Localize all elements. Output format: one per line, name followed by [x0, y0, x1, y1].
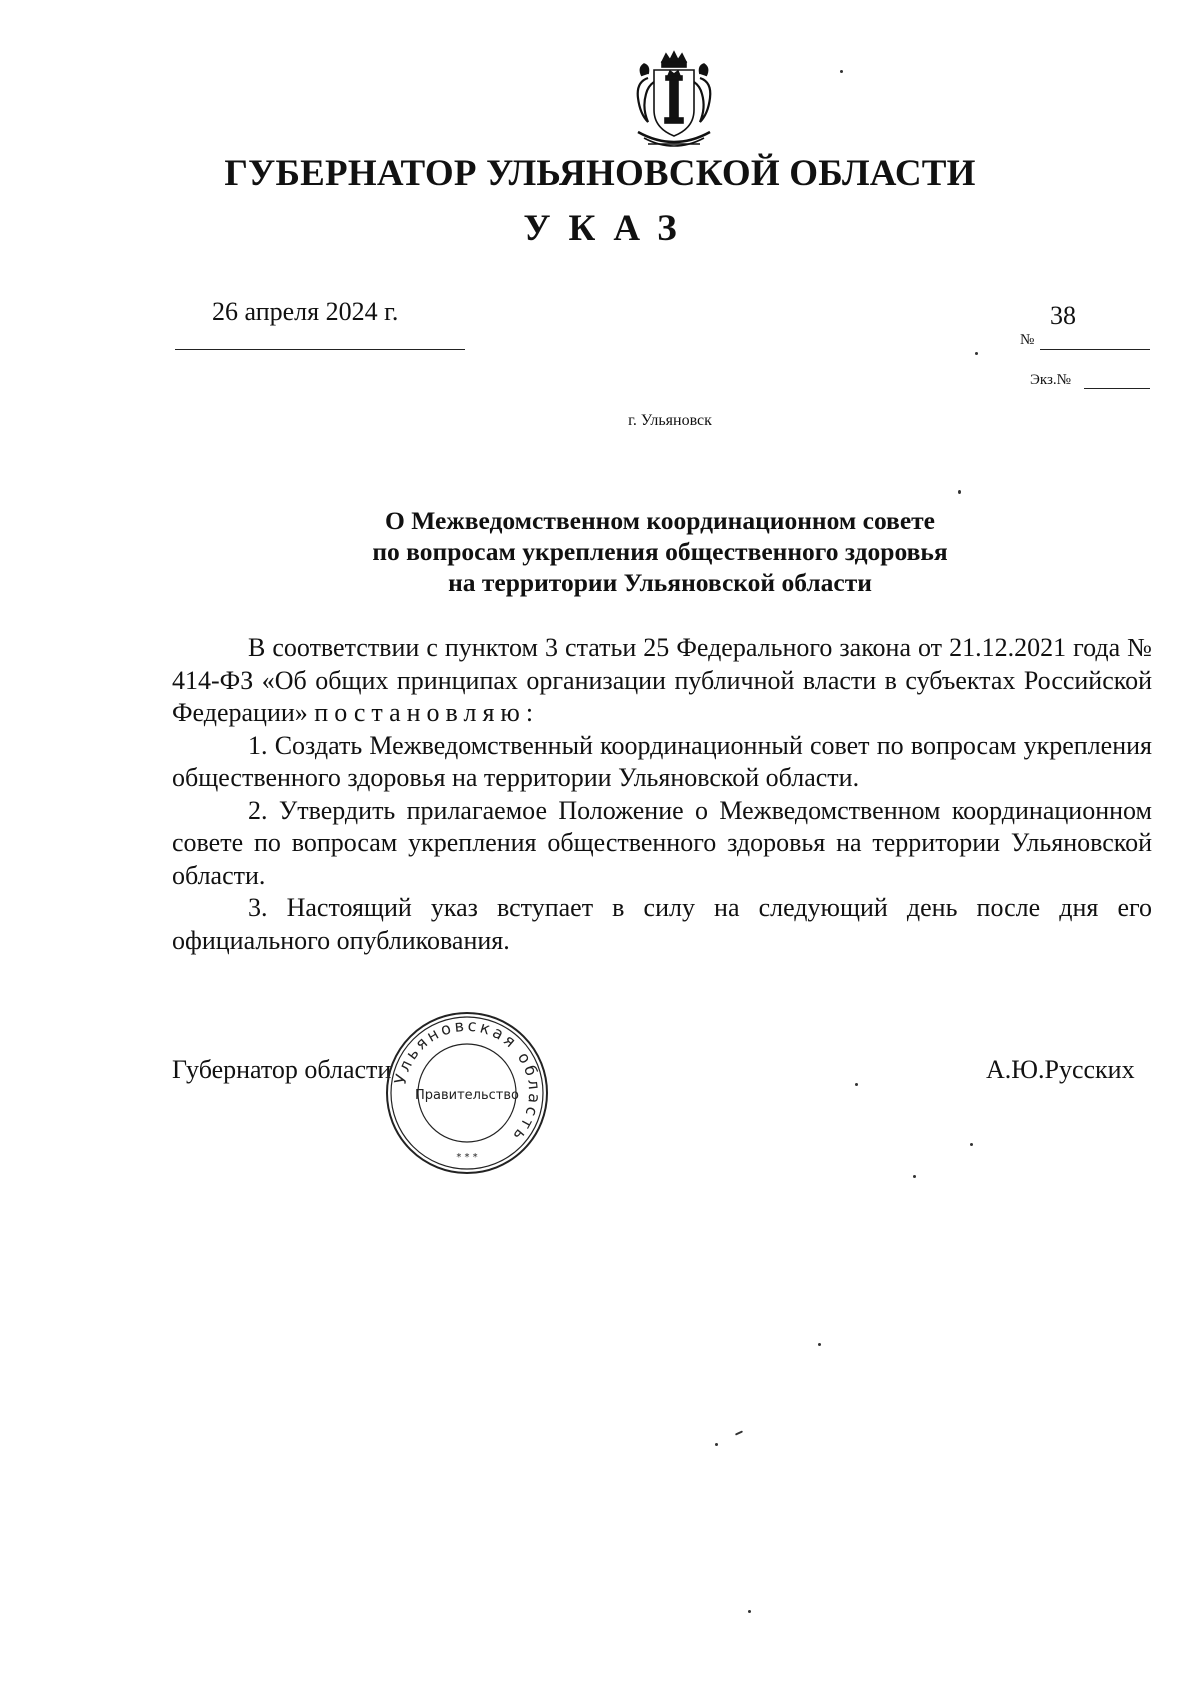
document-subject: [240, 505, 1080, 598]
scan-speck: [840, 70, 843, 73]
official-seal-stamp: [382, 1008, 552, 1178]
document-type-title: УКАЗ: [523, 208, 695, 249]
decree-item: 3. Настоящий указ вступает в силу на следующий день после дня его официального опубликования.: [172, 893, 1152, 955]
document-number-label: №: [1020, 332, 1035, 348]
scan-speck: [748, 1610, 751, 1613]
scan-speck: [735, 1430, 743, 1435]
scan-speck: [818, 1343, 821, 1346]
copy-number-underline: [1084, 388, 1150, 389]
issuing-authority: ГУБЕРНАТОР УЛЬЯНОВСКОЙ ОБЛАСТИ: [224, 153, 976, 194]
decree-item: 1. Создать Межведомственный координационный совет по вопросам укрепления общественного здоровья на территории Ульяновской области.: [172, 730, 1152, 792]
preamble-text: В соответствии с пунктом 3 статьи 25 Федерального закона от 21.12.2021 года № 414-ФЗ «Об общих принципах организации публичной власти в субъектах Российской Федерации»: [172, 633, 1152, 727]
scan-speck: [913, 1175, 916, 1178]
subject-line: О Межведомственном координационном совете: [385, 506, 935, 535]
seal-star-icon: * * *: [456, 1152, 478, 1163]
seal-ring-text: Ульяновская область: [390, 1015, 545, 1148]
scan-speck: [715, 1443, 718, 1446]
preamble-paragraph: [172, 632, 1152, 730]
scan-speck: [855, 1083, 858, 1086]
signer-name: А.Ю.Русских: [986, 1055, 1135, 1084]
scan-speck: [975, 352, 978, 355]
decree-keyword: постановляю:: [314, 698, 540, 727]
subject-line: на территории Ульяновской области: [448, 568, 872, 597]
copy-number-label: Экз.№: [1030, 372, 1071, 388]
date-underline: [175, 349, 465, 350]
scan-speck: [958, 490, 961, 494]
seal-center-text: Правительство: [415, 1088, 519, 1103]
document-body: [172, 632, 1152, 957]
signer-position: Губернатор области: [172, 1055, 392, 1084]
subject-line: по вопросам укрепления общественного здоровья: [372, 537, 948, 566]
document-number: 38: [1050, 301, 1076, 330]
scan-speck: [970, 1143, 973, 1146]
decree-item: 2. Утвердить прилагаемое Положение о Межведомственном координационном совете по вопросам укрепления общественного здоровья на территории Ульяновской области.: [172, 795, 1152, 890]
issue-city: г. Ульяновск: [628, 412, 712, 429]
number-underline: [1040, 349, 1150, 350]
document-date: 26 апреля 2024 г.: [212, 297, 399, 326]
coat-of-arms-icon: [618, 48, 730, 158]
